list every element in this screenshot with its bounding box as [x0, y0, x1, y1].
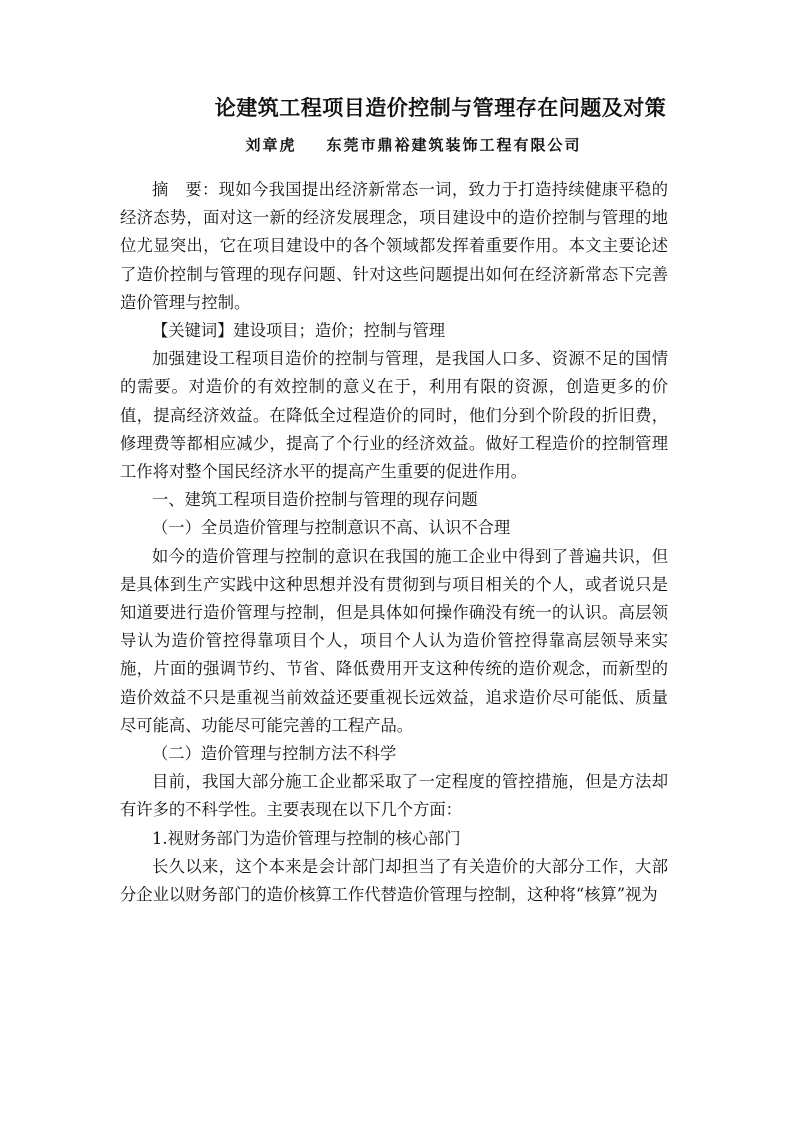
abstract-paragraph: 摘 要：现如今我国提出经济新常态一词，致力于打造持续健康平稳的经济态势，面对这一新的经济发展理念，项目建设中的造价控制与管理的地位尤显突出，它在项目建设中的各个领域都发挥着重要作用。本文主要论述了造价控制与管理的现存问题、针对这些问题提出如何在经济新常态下完善造价管理与控制。 — [120, 180, 668, 312]
subsection-heading: （二）造价管理与控制方法不科学 — [152, 744, 397, 764]
paper-body — [120, 176, 668, 909]
keywords-line: 【关键词】建设项目；造价；控制与管理 — [152, 321, 446, 341]
body-paragraph: 长久以来，这个本来是会计部门却担当了有关造价的大部分工作，大部分企业以财务部门的造价核算工作代替造价管理与控制，这种将“核算”视为 — [120, 856, 668, 905]
body-paragraph: 如今的造价管理与控制的意识在我国的施工企业中得到了普遍共识，但是具体到生产实践中这种思想并没有贯彻到与项目相关的个人，或者说只是知道要进行造价管理与控制，但是具体如何操作确没有统一的认识。高层领导认为造价管控得靠项目个人，项目个人认为造价管控得靠高层领导来实施，片面的强调节约、节省、降低费用开支这种传统的造价观念，而新型的造价效益不只是重视当前效益还要重视长远效益，追求造价尽可能低、质量尽可能高、功能尽可能完善的工程产品。 — [120, 546, 668, 735]
byline — [0, 134, 793, 155]
paper-title: 论建筑工程项目造价控制与管理存在问题及对策 — [214, 95, 667, 120]
author-name: 刘章虎 — [245, 136, 297, 154]
body-paragraph: 目前，我国大部分施工企业都采取了一定程度的管控措施，但是方法却有许多的不科学性。主要表现在以下几个方面： — [120, 772, 668, 820]
item-heading: 1.视财务部门为造价管理与控制的核心部门 — [152, 828, 461, 848]
intro-paragraph: 加强建设工程项目造价的控制与管理，是我国人口多、资源不足的国情的需要。对造价的有效控制的意义在于，利用有限的资源，创造更多的价值，提高经济效益。在降低全过程造价的同时，他们分到个阶段的折旧费，修理费等都相应减少，提高了个行业的经济效益。做好工程造价的控制管理工作将对整个国民经济水平的提高产生重要的促进作用。 — [120, 349, 668, 482]
section-heading: 一、建筑工程项目造价控制与管理的现存问题 — [152, 490, 478, 510]
author-affiliation: 东莞市鼎裕建筑装饰工程有限公司 — [326, 136, 582, 154]
subsection-heading: （一）全员造价管理与控制意识不高、认识不合理 — [152, 518, 511, 538]
